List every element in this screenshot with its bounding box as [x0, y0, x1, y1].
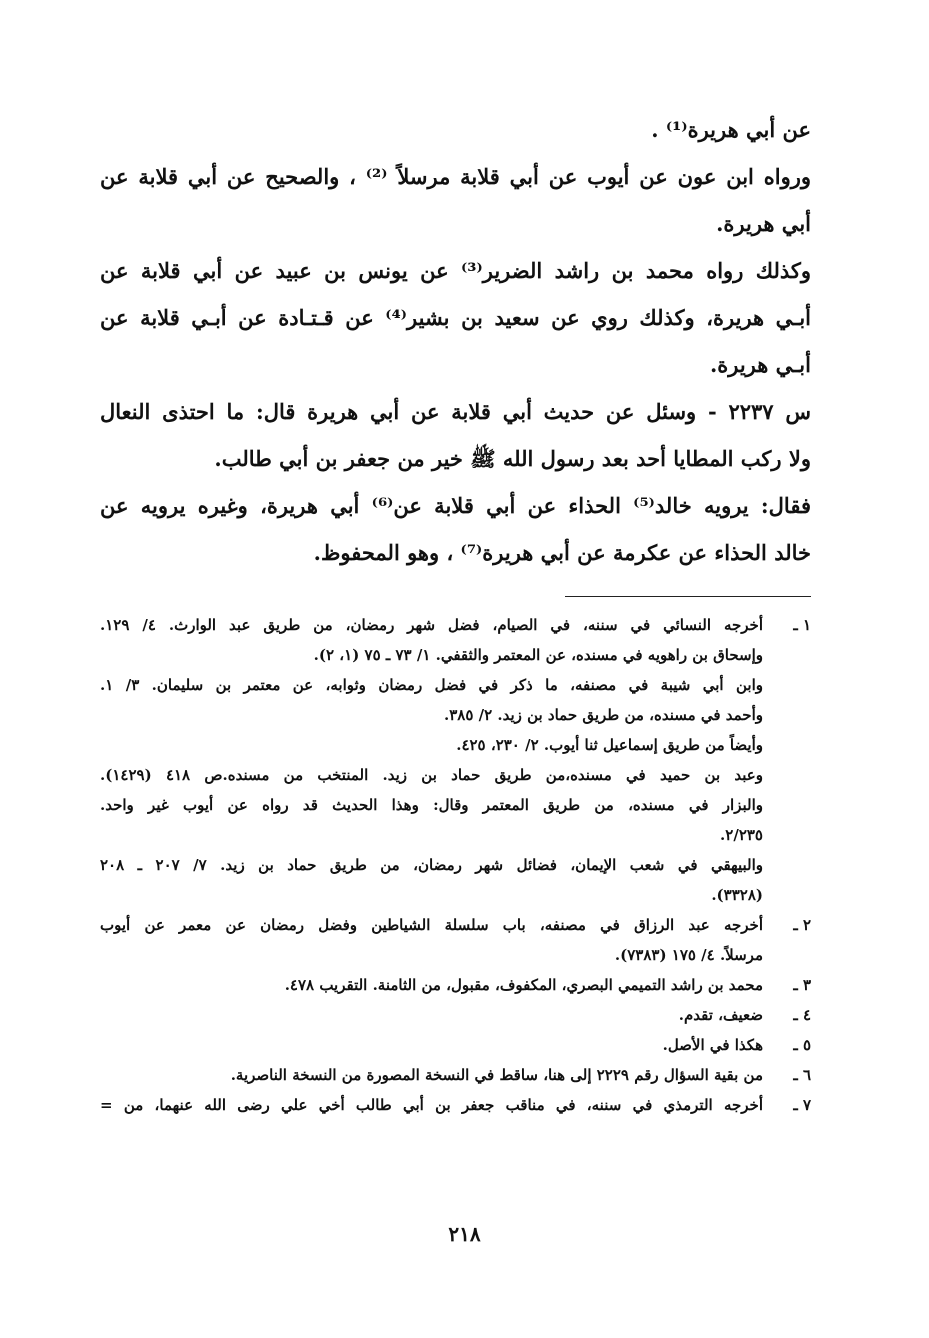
footnote-2	[100, 910, 811, 970]
footnote-line: والبيهقي في شعب الإيمان، فضائل شهر رمضان، من طريق حماد بن زيد. ٧/ ٢٠٧ ـ ٢٠٨	[100, 856, 763, 874]
main-line: ولا ركب المطايا أحد بعد رسول الله ﷺ خير من جعفر بن أبي طالب.	[214, 446, 811, 471]
footnote-line: (٣٣٢٨).	[711, 886, 763, 904]
footnote-6	[100, 1060, 811, 1090]
footnote-4	[100, 1000, 811, 1030]
footnote-number: ٧ ـ	[793, 1096, 811, 1114]
question-heading-line: س ٢٢٣٧ - وسئل عن حديث أبي قلابة عن أبي هريرة قال: ما احتذى النعال	[100, 399, 811, 424]
footnote-line: ضعيف، تقدم.	[678, 1006, 763, 1024]
footnote-line: وابن أبي شيبة في مصنفه، ما ذكر في فضل رمضان وثوابه، عن معتمر بن سليمان. ٣/ ١.	[100, 676, 763, 694]
footnote-line: أخرجه الترمذي في سننه، في مناقب جعفر بن أبي طالب أخي علي رضى الله عنهما، من =	[100, 1096, 763, 1114]
footnote-line: وأحمد في مسنده، من طريق حماد بن زيد. ٢/ ٣٨٥.	[443, 706, 763, 724]
footnote-5	[100, 1030, 811, 1060]
footnote-line: هكذا في الأصل.	[662, 1036, 763, 1054]
main-line: ورواه ابن عون عن أيوب عن أبي قلابة مرسلاً ⁽²⁾ ، والصحيح عن أبي قلابة عن	[100, 164, 811, 189]
footnote-line: والبزار في مسنده، من طريق المعتمر وقال: وهذا الحديث قد رواه عن أيوب غير واحد.	[100, 796, 763, 814]
footnote-number: ٤ ـ	[793, 1006, 811, 1024]
footnote-line: وعبد بن حميد في مسنده،من طريق حماد بن زيد. المنتخب من مسنده.ص ٤١٨ (١٤٢٩).	[100, 766, 763, 784]
main-text	[100, 106, 811, 576]
main-line: عن أبي هريرة⁽¹⁾ .	[651, 117, 811, 142]
footnote-line: محمد بن راشد التميمي البصري، المكفوف، مقبول، من الثامنة. التقريب ٤٧٨.	[284, 976, 763, 994]
main-line: فقال: يرويه خالد⁽⁵⁾ الحذاء عن أبي قلابة عن⁽⁶⁾ أبي هريرة، وغيره يرويه عن	[100, 493, 811, 518]
footnote-line: وأيضاً من طريق إسماعيل ثنا أيوب. ٢/ ٢٣٠، ٤٢٥.	[456, 736, 763, 754]
footnote-line: أخرجه النسائي في سننه، في الصيام، فضل شهر رمضان، من طريق عبد الوارث. ٤/ ١٢٩.	[100, 616, 763, 634]
footnote-line: وإسحاق بن راهويه في مسنده، عن المعتمر والثقفي. ١/ ٧٣ ـ ٧٥ (١، ٢).	[313, 646, 763, 664]
main-line: وكذلك رواه محمد بن راشد الضرير⁽³⁾ عن يونس بن عبيد عن أبي قلابة عن	[100, 258, 811, 283]
footnote-number: ٦ ـ	[793, 1066, 811, 1084]
footnote-line: من بقية السؤال رقم ٢٢٢٩ إلى هنا، ساقط في النسخة المصورة من النسخة الناصرية.	[230, 1066, 763, 1084]
footnotes	[100, 610, 811, 1120]
page-number: ٢١٨	[448, 1222, 481, 1246]
footnote-number: ٢ ـ	[793, 916, 811, 934]
footnote-3	[100, 970, 811, 1000]
footnote-number: ٥ ـ	[793, 1036, 811, 1054]
footnote-line: مرسلاً. ٤/ ١٧٥ (٧٣٨٣).	[614, 946, 763, 964]
footnote-number: ٣ ـ	[793, 976, 811, 994]
main-line: أبـي هريرة، وكذلك روي عن سعيد بن بشير⁽⁴⁾ عن قـتـادة عن أبـي قلابة عن	[100, 305, 811, 330]
main-line: أبـي هريرة.	[709, 352, 811, 377]
footnote-line: ٢/٢٣٥.	[720, 826, 763, 844]
main-line: أبي هريرة.	[716, 211, 811, 236]
footnote-7	[100, 1090, 811, 1120]
footnote-number: ١ ـ	[793, 616, 811, 634]
footnote-line: أخرجه عبد الرزاق في مصنفه، باب سلسلة الشياطين وفضل رمضان عن معمر عن أيوب	[100, 916, 763, 934]
main-line: خالد الحذاء عن عكرمة عن أبي هريرة⁽⁷⁾ ، وهو المحفوظ.	[313, 540, 811, 565]
footnote-separator	[565, 596, 811, 597]
footnote-1	[100, 610, 811, 910]
